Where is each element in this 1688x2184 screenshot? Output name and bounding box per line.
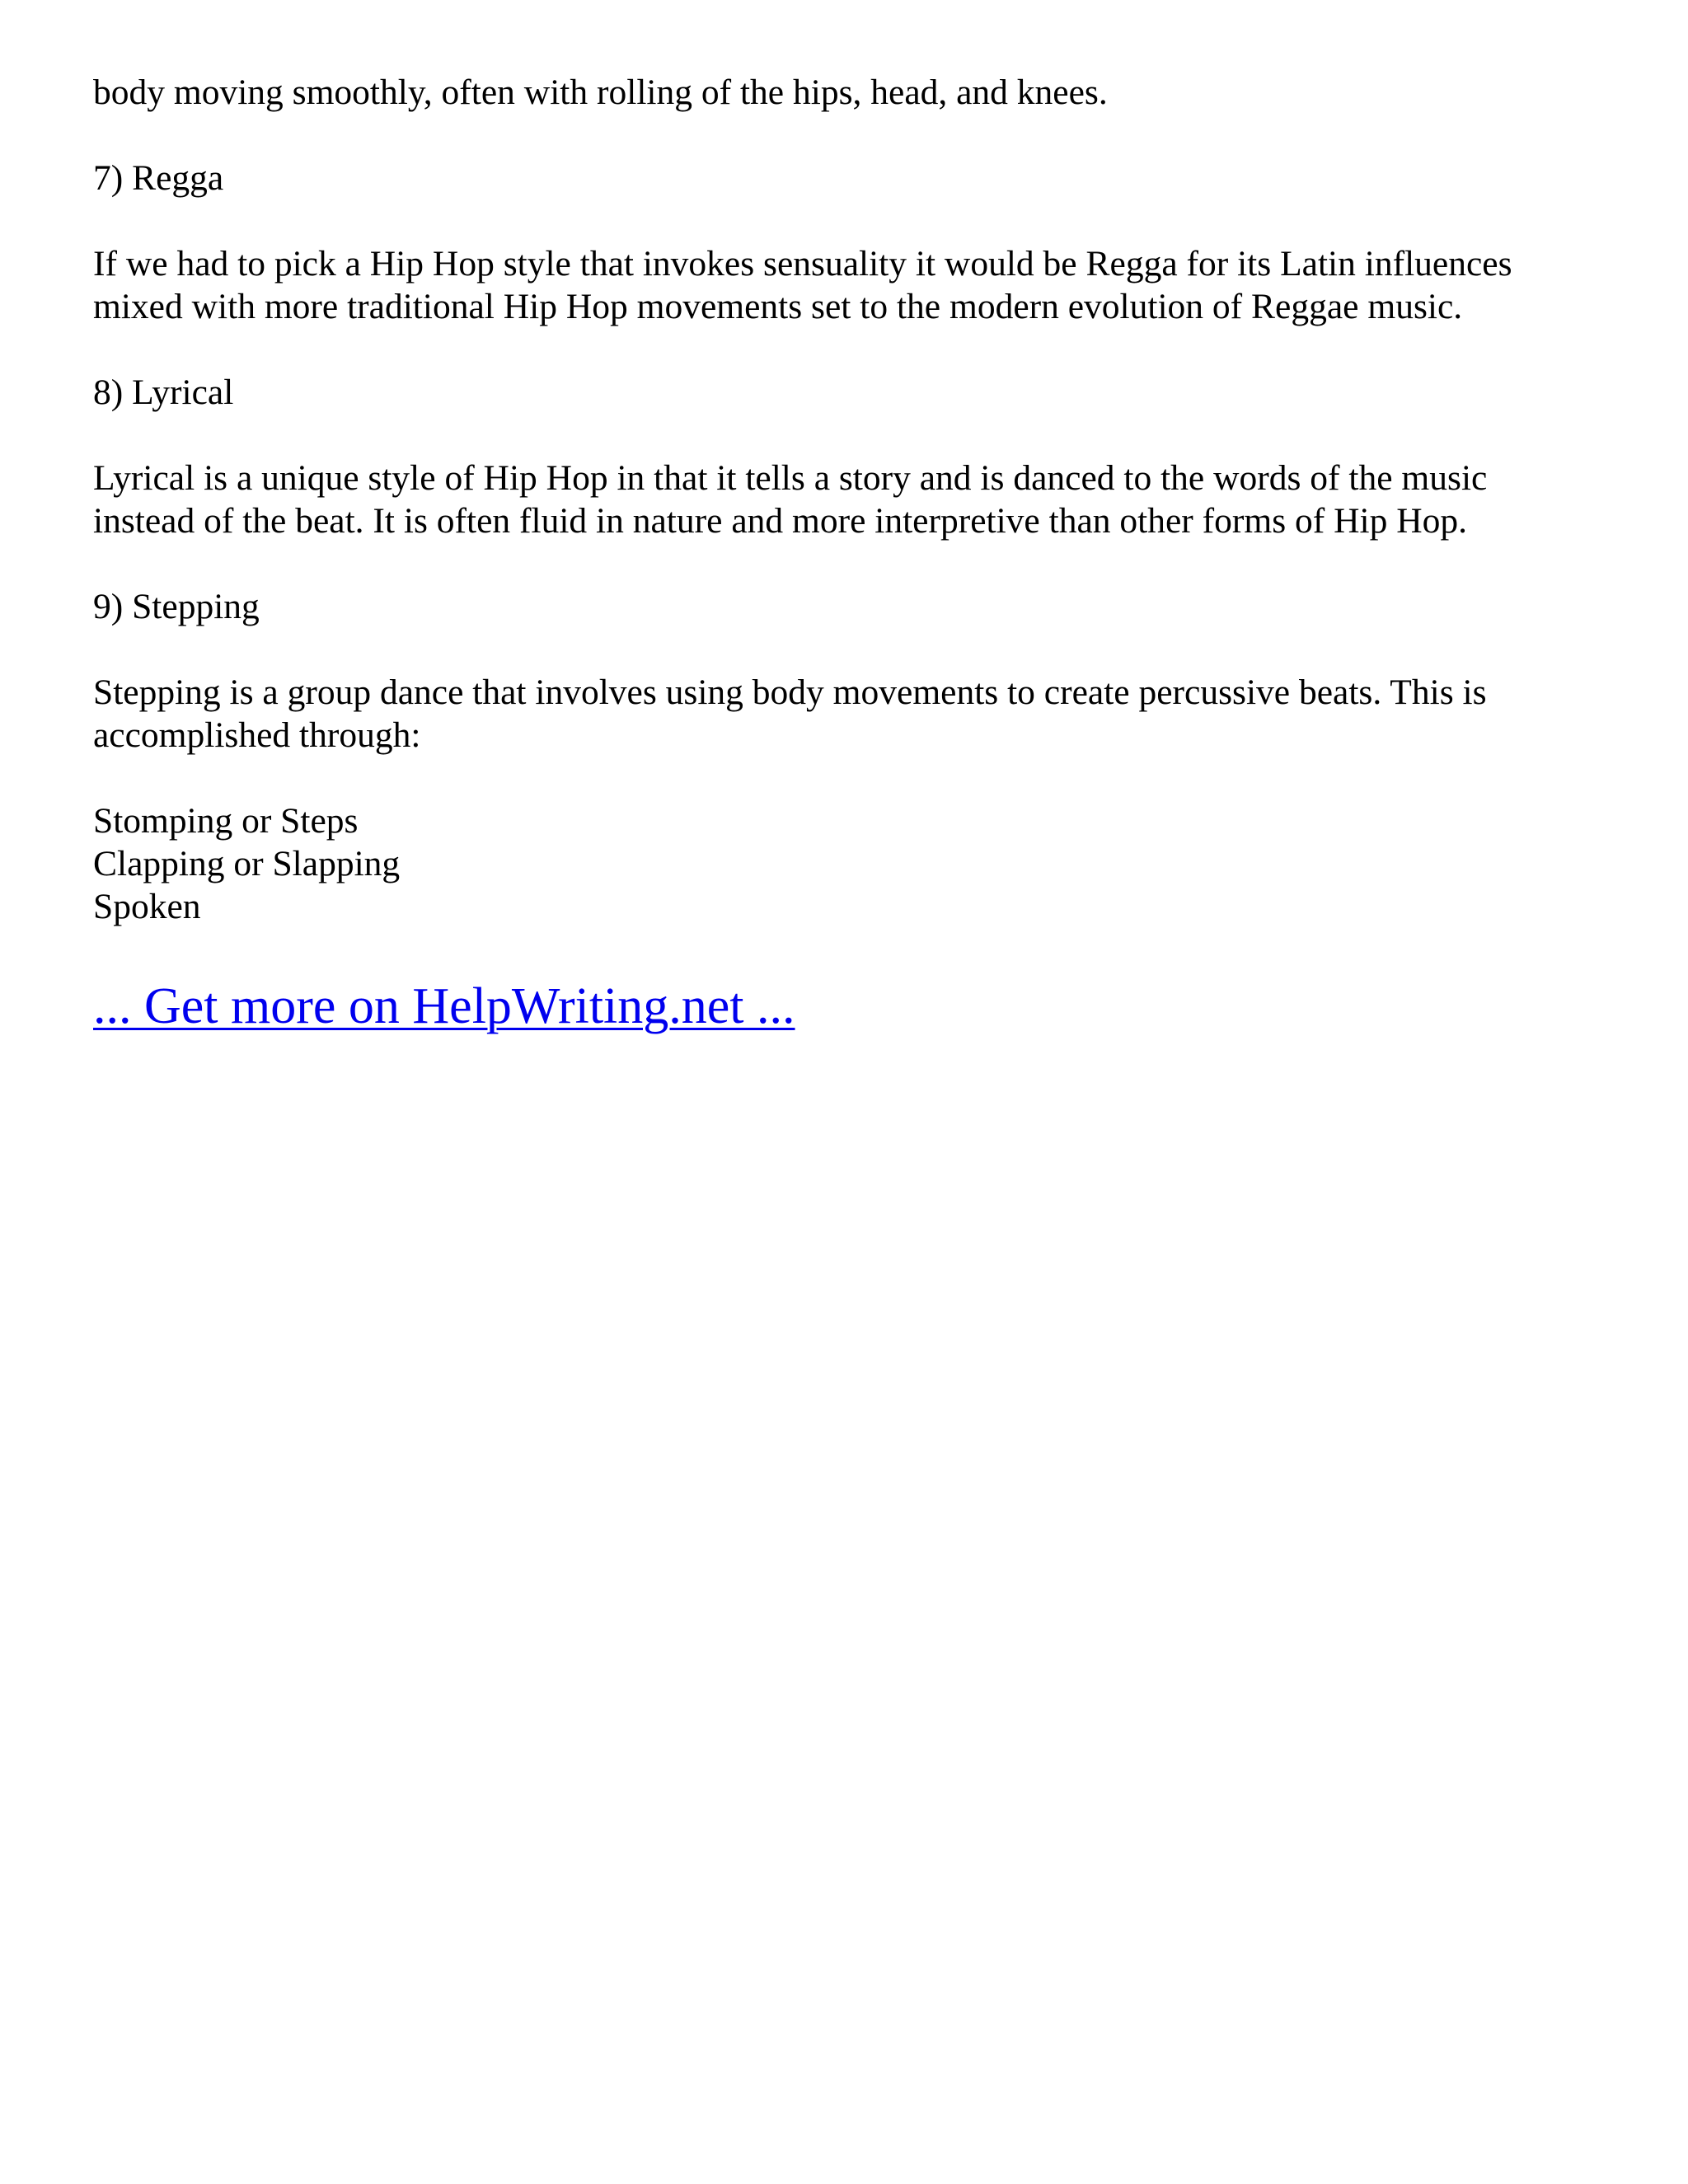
section-heading-stepping: 9) Stepping (93, 587, 260, 626)
lyrical-paragraph-line: Lyrical is a unique style of Hip Hop in that it tells a story and is danced to the words of the music (93, 458, 1488, 498)
list-item: Clapping or Slapping (93, 844, 401, 883)
list-item: Spoken (93, 887, 201, 926)
spacer (93, 628, 1610, 671)
spacer (93, 114, 1610, 157)
spacer (93, 199, 1610, 242)
intro-line: body moving smoothly, often with rolling of the hips, head, and knees. (93, 73, 1108, 112)
spacer (93, 928, 1610, 977)
list-item: Stomping or Steps (93, 801, 359, 841)
section-heading-regga: 7) Regga (93, 158, 224, 198)
spacer (93, 328, 1610, 371)
stepping-paragraph-line: accomplished through: (93, 715, 421, 755)
helpwriting-link[interactable]: ... Get more on HelpWriting.net ... (93, 978, 795, 1034)
spacer (93, 542, 1610, 585)
regga-paragraph-line: If we had to pick a Hip Hop style that invokes sensuality it would be Regga for its Latin influences (93, 244, 1512, 284)
document-page (93, 71, 1610, 1035)
spacer (93, 414, 1610, 457)
spacer (93, 757, 1610, 799)
lyrical-paragraph-line: instead of the beat. It is often fluid in nature and more interpretive than other forms of Hip Hop. (93, 501, 1468, 541)
link-line (93, 977, 1610, 1035)
regga-paragraph-line: mixed with more traditional Hip Hop movements set to the modern evolution of Reggae music. (93, 287, 1463, 326)
section-heading-lyrical: 8) Lyrical (93, 373, 234, 412)
stepping-paragraph-line: Stepping is a group dance that involves using body movements to create percussive beats. This is (93, 673, 1487, 712)
